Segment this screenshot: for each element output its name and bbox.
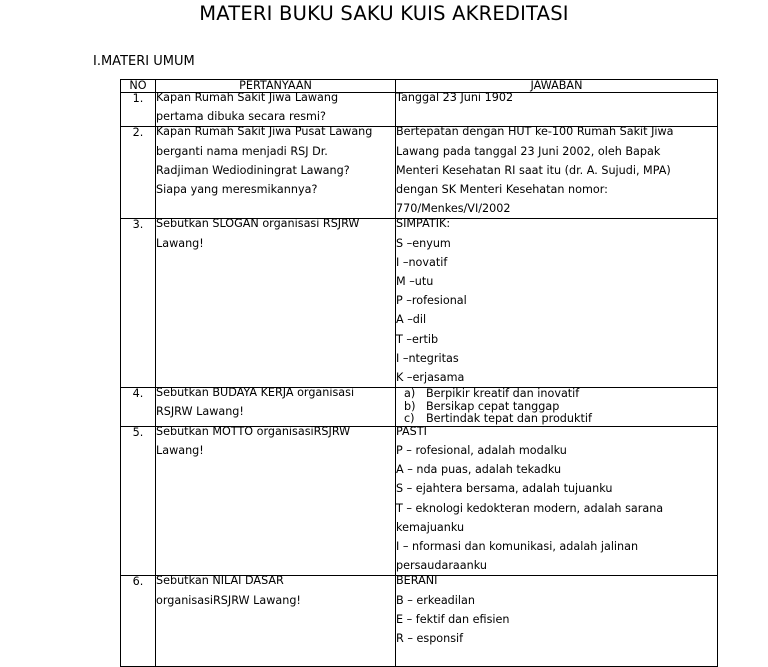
answer-line: E – fektif dan efisien <box>396 612 510 626</box>
question-line: Lawang! <box>156 443 204 457</box>
answer-line: S –enyum <box>396 236 451 250</box>
answer-line: K –erjasama <box>396 371 465 385</box>
question-line: berganti nama menjadi RSJ Dr. <box>156 144 328 158</box>
header-answer: JAWABAN <box>396 80 718 93</box>
question-line: organisasiRSJRW Lawang! <box>156 593 301 607</box>
header-no: NO <box>121 80 156 93</box>
answer-cell <box>396 127 718 219</box>
question-line: RSJRW Lawang! <box>156 405 244 419</box>
section-heading: I.MATERI UMUM <box>93 54 195 69</box>
answer-line: Menteri Kesehatan RI saat itu (dr. A. Sujudi, MPA) <box>396 163 671 177</box>
answer-line: Tanggal 23 Juni 1902 <box>396 91 514 104</box>
table-row <box>121 127 718 219</box>
question-line: Lawang! <box>156 236 204 250</box>
answer-line: T –ertib <box>396 332 439 346</box>
answer-line: SIMPATIK: <box>396 217 451 231</box>
row-number: 3. <box>121 219 156 388</box>
answer-line: Lawang pada tanggal 23 Juni 2002, oleh Bapak <box>396 144 661 158</box>
answer-line: P –rofesional <box>396 294 467 308</box>
table-row <box>121 426 718 576</box>
answer-line: Bertepatan dengan HUT ke-100 Rumah Sakit Jiwa <box>396 125 674 139</box>
table-row <box>121 576 718 667</box>
question-line: Siapa yang meresmikannya? <box>156 183 318 197</box>
answer-line: I –novatif <box>396 255 448 269</box>
answer-line: S – ejahtera bersama, adalah tujuanku <box>396 482 613 496</box>
question-line: Radjiman Wediodiningrat Lawang? <box>156 163 350 177</box>
question-line: Sebutkan BUDAYA KERJA organisasi <box>156 386 355 400</box>
question-line: Kapan Rumah Sakit Jiwa Pusat Lawang <box>156 125 373 139</box>
answer-list <box>396 388 717 426</box>
answer-line: kemajuanku <box>396 520 465 534</box>
table-row <box>121 388 718 427</box>
answer-line: I – nformasi dan komunikasi, adalah jalinan <box>396 539 639 553</box>
answer-line: T – eknologi kedokteran modern, adalah sarana <box>396 501 664 515</box>
answer-line: R – esponsif <box>396 631 464 645</box>
header-question: PERTANYAAN <box>156 80 396 93</box>
quiz-table <box>120 79 718 667</box>
row-number: 6. <box>121 576 156 667</box>
list-text: Berpikir kreatif dan inovatif <box>426 387 580 401</box>
answer-line: dengan SK Menteri Kesehatan nomor: <box>396 183 608 197</box>
row-number: 5. <box>121 426 156 576</box>
answer-line: P – rofesional, adalah modalku <box>396 443 567 457</box>
question-cell <box>156 127 396 219</box>
answer-cell <box>396 388 718 427</box>
question-line: pertama dibuka secara resmi? <box>156 110 326 124</box>
list-marker: b) <box>404 399 416 413</box>
answer-cell <box>396 219 718 388</box>
answer-line: 770/Menkes/VI/2002 <box>396 202 511 216</box>
question-cell <box>156 426 396 576</box>
list-marker: c) <box>404 412 415 426</box>
question-cell <box>156 576 396 667</box>
list-marker: a) <box>404 387 416 401</box>
question-line: Sebutkan SLOGAN organisasi RSJRW <box>156 217 360 231</box>
answer-line: BERANI <box>396 574 438 588</box>
question-cell <box>156 388 396 427</box>
document-title: MATERI BUKU SAKU KUIS AKREDITASI <box>199 2 569 25</box>
answer-line: A –dil <box>396 313 427 327</box>
question-cell <box>156 219 396 388</box>
answer-cell <box>396 576 718 667</box>
answer-line: persaudaraanku <box>396 559 487 573</box>
list-text: Bertindak tepat dan produktif <box>426 412 592 426</box>
answer-line: PASTI <box>396 424 427 438</box>
answer-line: I –ntegritas <box>396 351 459 365</box>
answer-cell <box>396 426 718 576</box>
row-number: 4. <box>121 388 156 427</box>
list-text: Bersikap cepat tanggap <box>426 399 560 413</box>
table-row <box>121 219 718 388</box>
question-line: Sebutkan MOTTO organisasiRSJRW <box>156 424 351 438</box>
answer-line: B – erkeadilan <box>396 593 475 607</box>
row-number: 1. <box>121 93 156 127</box>
question-line: Kapan Rumah Sakit Jiwa Lawang <box>156 91 339 104</box>
question-line: Sebutkan NILAI DASAR <box>156 574 284 588</box>
answer-line: M –utu <box>396 275 434 289</box>
row-number: 2. <box>121 127 156 219</box>
answer-line: A – nda puas, adalah tekadku <box>396 463 562 477</box>
